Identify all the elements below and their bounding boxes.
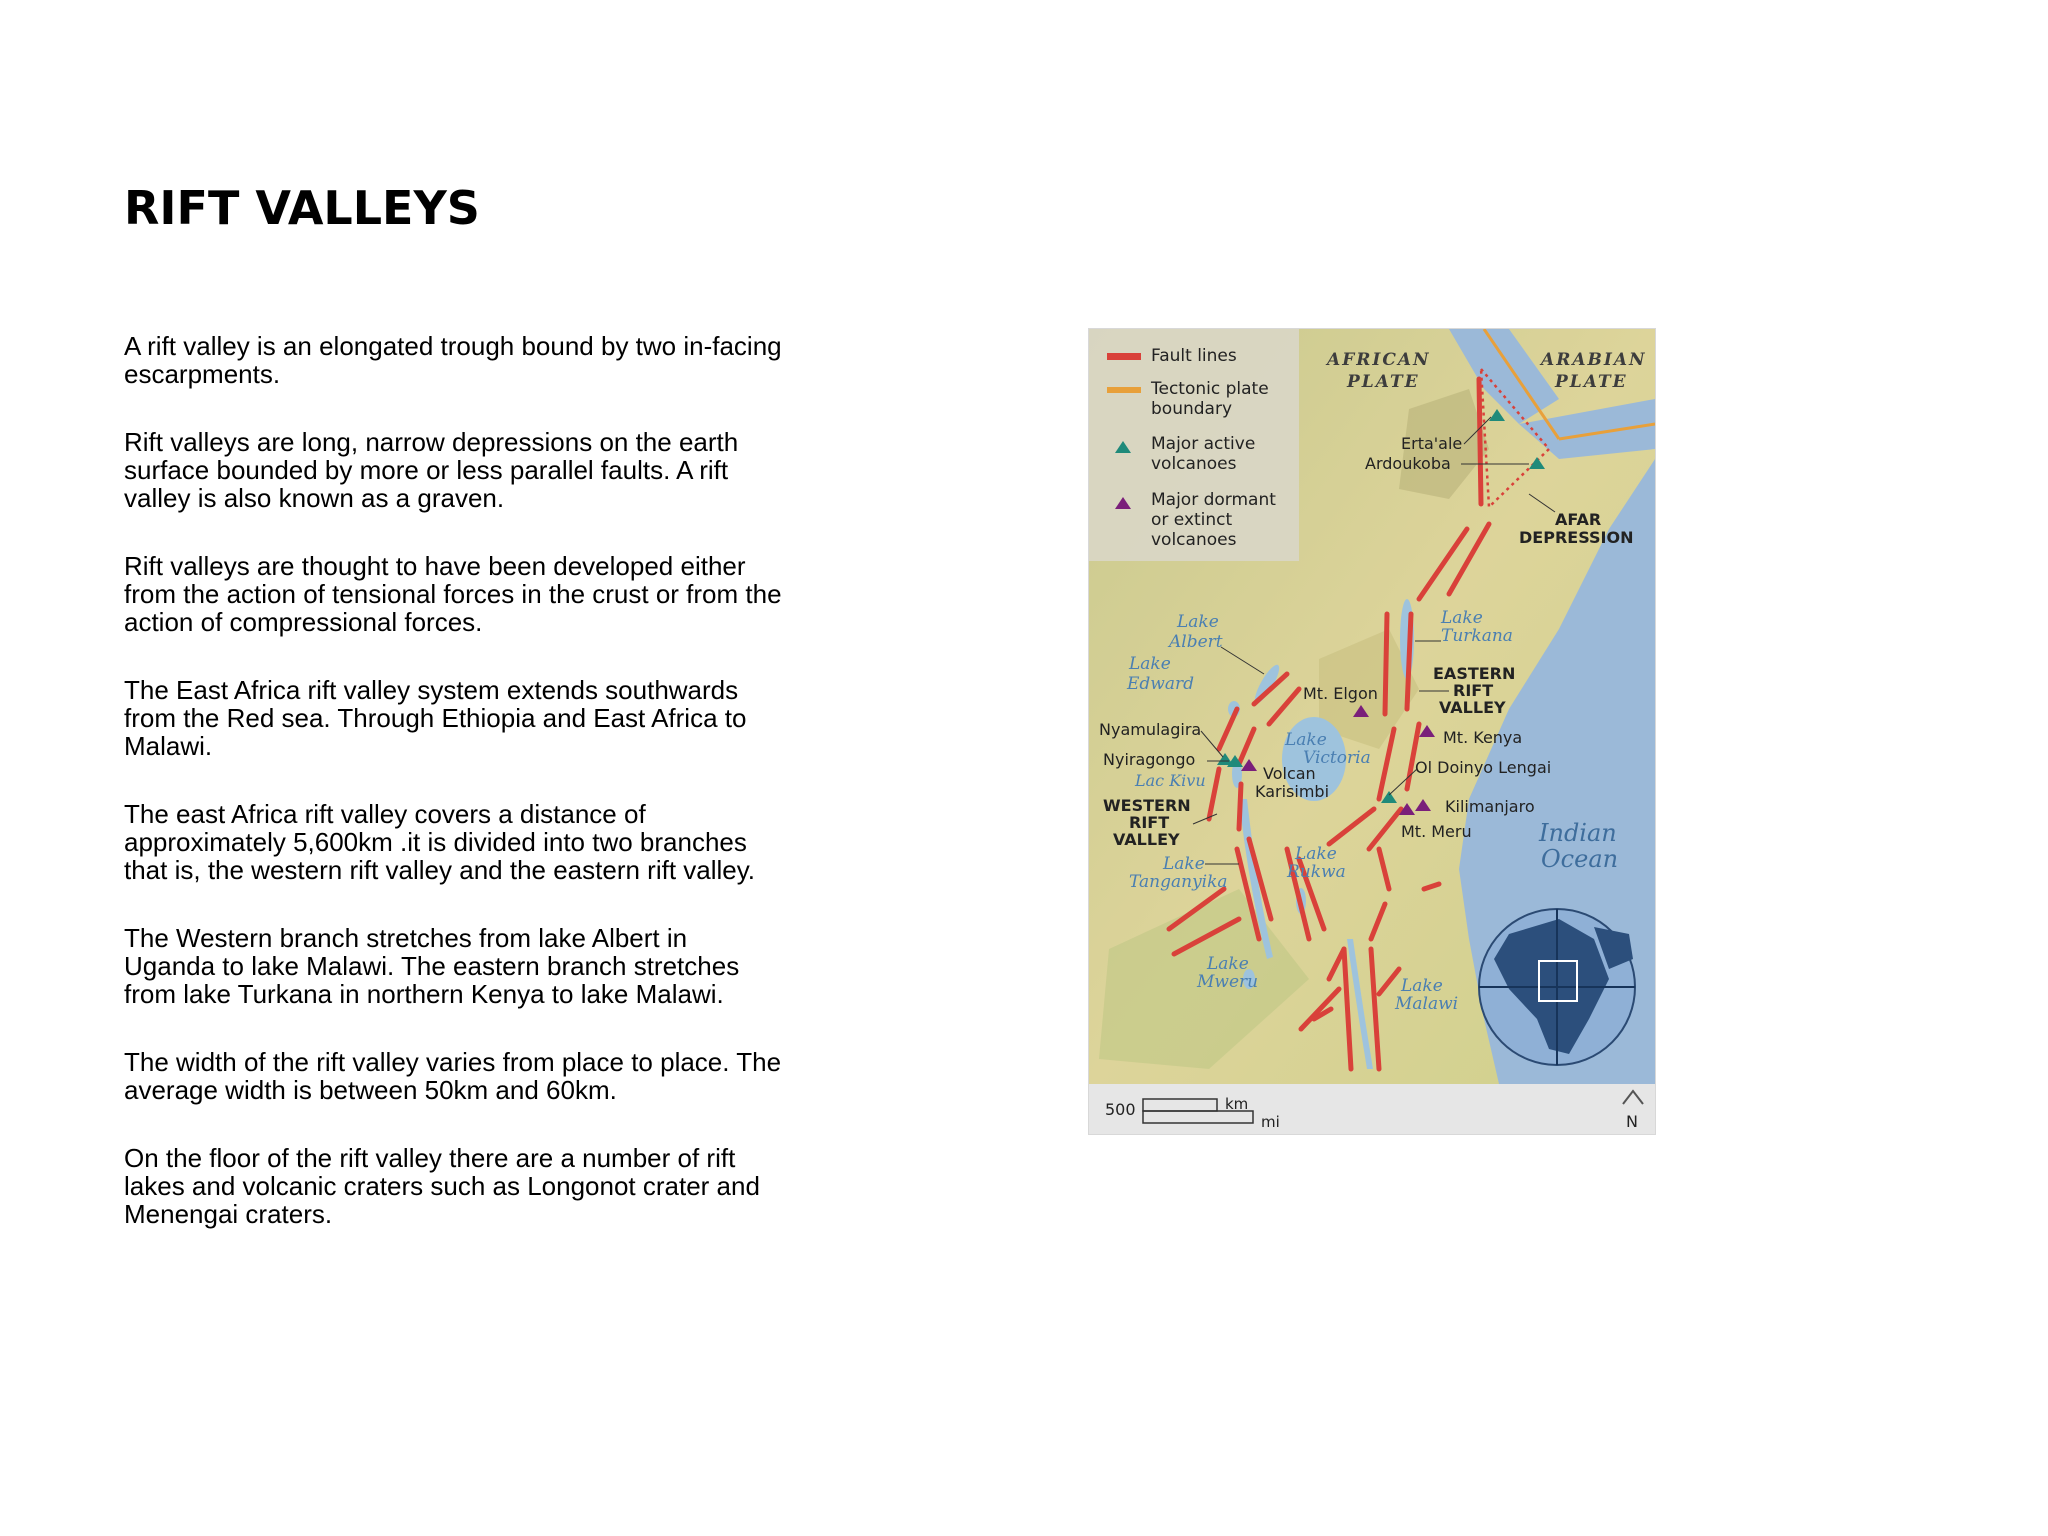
lake-malawi-label: Malawi bbox=[1395, 994, 1459, 1014]
legend-plate-swatch bbox=[1107, 387, 1141, 393]
karisimbi-label: Volcan bbox=[1263, 764, 1316, 783]
lake-mweru-label: Mweru bbox=[1197, 972, 1259, 992]
paragraph: The Western branch stretches from lake Albert in Uganda to lake Malawi. The eastern branch stretches from lake Turkana in northern Kenya to lake Malawi. bbox=[124, 923, 740, 1009]
paragraph: Rift valleys are thought to have been developed either from the action of tensional forces in the crust or from the action of compressional forces. bbox=[124, 551, 782, 637]
lake-malawi-label: Lake bbox=[1401, 976, 1443, 996]
paragraph: Rift valleys are long, narrow depressions on the earth surface bounded by more or less parallel faults. A rift valley is also known as a graven. bbox=[124, 427, 739, 513]
lake-kivu-label: Lac Kivu bbox=[1135, 771, 1206, 790]
african-plate-label: PLATE bbox=[1347, 372, 1420, 392]
lake-mweru-label: Lake bbox=[1207, 954, 1249, 974]
legend-fault-label: Fault lines bbox=[1151, 346, 1237, 366]
rift-valley-map bbox=[1088, 328, 1656, 1135]
scale-km-label: km bbox=[1225, 1095, 1249, 1113]
afar-label: DEPRESSION bbox=[1519, 528, 1634, 547]
karisimbi-label: Karisimbi bbox=[1255, 782, 1330, 801]
eastern-rift-label: RIFT bbox=[1453, 681, 1494, 700]
western-rift-label: RIFT bbox=[1129, 813, 1170, 832]
fault-line bbox=[1385, 614, 1387, 714]
paragraph: The East Africa rift valley system extends southwards from the Red sea. Through Ethiopia and East Africa to Malawi. bbox=[124, 675, 747, 761]
mt-elgon-label: Mt. Elgon bbox=[1303, 684, 1378, 703]
legend-plate-label: Tectonic plate bbox=[1151, 379, 1269, 399]
lake-rukwa-label: Rukwa bbox=[1287, 862, 1346, 882]
scale-bar-strip bbox=[1089, 1084, 1655, 1134]
lake-turkana-label: Lake bbox=[1441, 608, 1483, 628]
lake-tanganyika-label: Lake bbox=[1163, 854, 1205, 874]
legend-active-label: volcanoes bbox=[1151, 454, 1237, 474]
ertaale-label: Erta'ale bbox=[1401, 434, 1463, 453]
lake-edward-label: Lake bbox=[1129, 654, 1171, 674]
lake-albert-label: Albert bbox=[1169, 632, 1223, 652]
african-plate-label: AFRICAN bbox=[1327, 350, 1431, 370]
paragraph: The width of the rift valley varies from place to place. The average width is between 50km and 60km. bbox=[124, 1047, 782, 1105]
fault-line bbox=[1239, 784, 1241, 829]
body-text bbox=[124, 332, 784, 1268]
paragraph: The east Africa rift valley covers a distance of approximately 5,600km .it is divided into two branches that is, the western rift valley and the eastern rift valley. bbox=[124, 799, 756, 885]
arabian-plate-label: ARABIAN bbox=[1541, 350, 1647, 370]
legend-dormant-label: or extinct bbox=[1151, 510, 1233, 530]
lake-rukwa-label: Lake bbox=[1295, 844, 1337, 864]
mt-meru-label: Mt. Meru bbox=[1401, 822, 1472, 841]
paragraph: On the floor of the rift valley there are a number of rift lakes and volcanic craters such as Longonot crater and Menengai craters. bbox=[124, 1143, 760, 1229]
legend-dormant-label: volcanoes bbox=[1151, 530, 1237, 550]
legend-fault-swatch bbox=[1107, 353, 1141, 360]
lake-edward-label: Edward bbox=[1127, 674, 1194, 694]
lake-victoria-label: Victoria bbox=[1303, 748, 1371, 768]
scale-mi-label: mi bbox=[1261, 1113, 1280, 1131]
arabian-plate-label: PLATE bbox=[1555, 372, 1628, 392]
nyiragongo-label: Nyiragongo bbox=[1103, 750, 1196, 769]
lake-tanganyika-label: Tanganyika bbox=[1129, 872, 1228, 892]
ol-doinyo-lengai-label: Ol Doinyo Lengai bbox=[1415, 758, 1552, 777]
lake-victoria-label: Lake bbox=[1285, 730, 1327, 750]
indian-ocean-label: Indian bbox=[1539, 819, 1617, 847]
kilimanjaro-label: Kilimanjaro bbox=[1445, 797, 1535, 816]
legend-active-label: Major active bbox=[1151, 434, 1256, 454]
scale-value: 500 bbox=[1105, 1100, 1136, 1119]
western-rift-label: WESTERN bbox=[1103, 796, 1191, 815]
globe-inset bbox=[1479, 909, 1635, 1065]
western-rift-label: VALLEY bbox=[1113, 830, 1180, 849]
afar-label: AFAR bbox=[1555, 510, 1602, 529]
lake-albert-label: Lake bbox=[1177, 612, 1219, 632]
indian-ocean-label: Ocean bbox=[1541, 845, 1619, 873]
paragraph: A rift valley is an elongated trough bound by two in-facing escarpments. bbox=[124, 331, 782, 389]
ardoukoba-label: Ardoukoba bbox=[1365, 454, 1451, 473]
lake-turkana-label: Turkana bbox=[1441, 626, 1513, 646]
mt-kenya-label: Mt. Kenya bbox=[1443, 728, 1523, 747]
legend-dormant-label: Major dormant bbox=[1151, 490, 1276, 510]
legend-plate-label: boundary bbox=[1151, 399, 1232, 419]
nyamulagira-label: Nyamulagira bbox=[1099, 720, 1202, 739]
north-label: N bbox=[1626, 1112, 1638, 1131]
fault-line bbox=[1479, 379, 1481, 504]
eastern-rift-label: EASTERN bbox=[1433, 664, 1516, 683]
eastern-rift-label: VALLEY bbox=[1439, 698, 1506, 717]
slide-title: RIFT VALLEYS bbox=[124, 181, 480, 235]
